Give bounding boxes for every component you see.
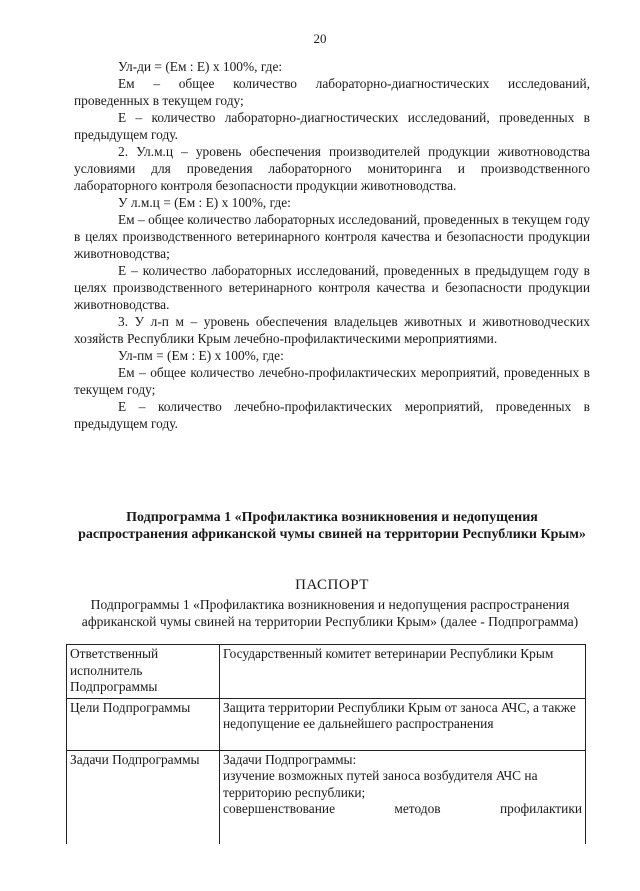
indicator-definitions	[74, 58, 590, 432]
formula-treatment: Ул-пм = (Ем : Е) х 100%, где:	[118, 348, 284, 363]
tasks-heading: Задачи Подпрограммы:	[223, 751, 357, 767]
passport-heading: ПАСПОРТ	[295, 577, 369, 593]
definition-em-2: Ем – общее количество лабораторных исследований, проведенных в текущем году в целях производственного ветеринарного контроля качества и безопасности продукции животноводства;	[74, 212, 590, 261]
task-item-2	[223, 801, 582, 818]
row-value-executor: Государственный комитет ветеринарии Республики Крым	[220, 645, 586, 699]
passport-description: Подпрограммы 1 «Профилактика возникновения и недопущения распространения африканской чумы свиней на территории Республики Крым» (далее - Подпрограмма)	[81, 597, 579, 629]
row-value-goals: Защита территории Республики Крым от заноса АЧС, а также недопущение ее дальнейшего распространения	[220, 698, 586, 750]
row-value-tasks	[220, 750, 586, 844]
definition-e-3: Е – количество лечебно-профилактических мероприятий, проведенных в предыдущем году.	[74, 399, 590, 431]
table-row	[67, 750, 586, 844]
task-word: совершенствование	[223, 801, 336, 816]
formula-lab-diagnostics: Ул-ди = (Ем : Е) х 100%, где:	[118, 59, 283, 74]
task-item-1: изучение возможных путей заноса возбудителя АЧС на территорию республики;	[223, 768, 538, 800]
definition-e-1: Е – количество лабораторно-диагностических исследований, проведенных в предыдущем году.	[74, 110, 590, 142]
table-row	[67, 645, 586, 699]
subprogram-heading: Подпрограмма 1 «Профилактика возникновения и недопущения распространения африканской чумы свиней на территории Республики Крым»	[78, 510, 586, 542]
table-row	[67, 698, 586, 750]
definition-em-1: Ем – общее количество лабораторно-диагностических исследований, проведенных в текущем году;	[74, 76, 590, 108]
row-label-executor: Ответственный исполнитель Подпрограммы	[67, 645, 220, 699]
task-word: методов	[394, 801, 441, 816]
passport-table	[66, 644, 586, 844]
row-label-tasks: Задачи Подпрограммы	[67, 750, 220, 844]
definition-em-3: Ем – общее количество лечебно-профилактических мероприятий, проведенных в текущем году;	[74, 365, 590, 397]
indicator-item-3: 3. У л-п м – уровень обеспечения владельцев животных и животноводческих хозяйств Республики Крым лечебно-профилактическими мероприятиями.	[74, 314, 590, 346]
indicator-item-2: 2. Ул.м.ц – уровень обеспечения производителей продукции животноводства условиями для проведения лабораторного мониторинга и производственного лабораторного контроля безопасности продукции животноводства.	[74, 144, 590, 193]
definition-e-2: Е – количество лабораторных исследований, проведенных в предыдущем году в целях производственного ветеринарного контроля качества и безопасности продукции животноводства.	[74, 263, 590, 312]
page-number: 20	[313, 31, 327, 46]
row-label-goals: Цели Подпрограммы	[67, 698, 220, 750]
task-word: профилактики	[499, 801, 582, 816]
formula-lab-monitoring: У л.м.ц = (Ем : Е) х 100%, где:	[118, 195, 291, 210]
